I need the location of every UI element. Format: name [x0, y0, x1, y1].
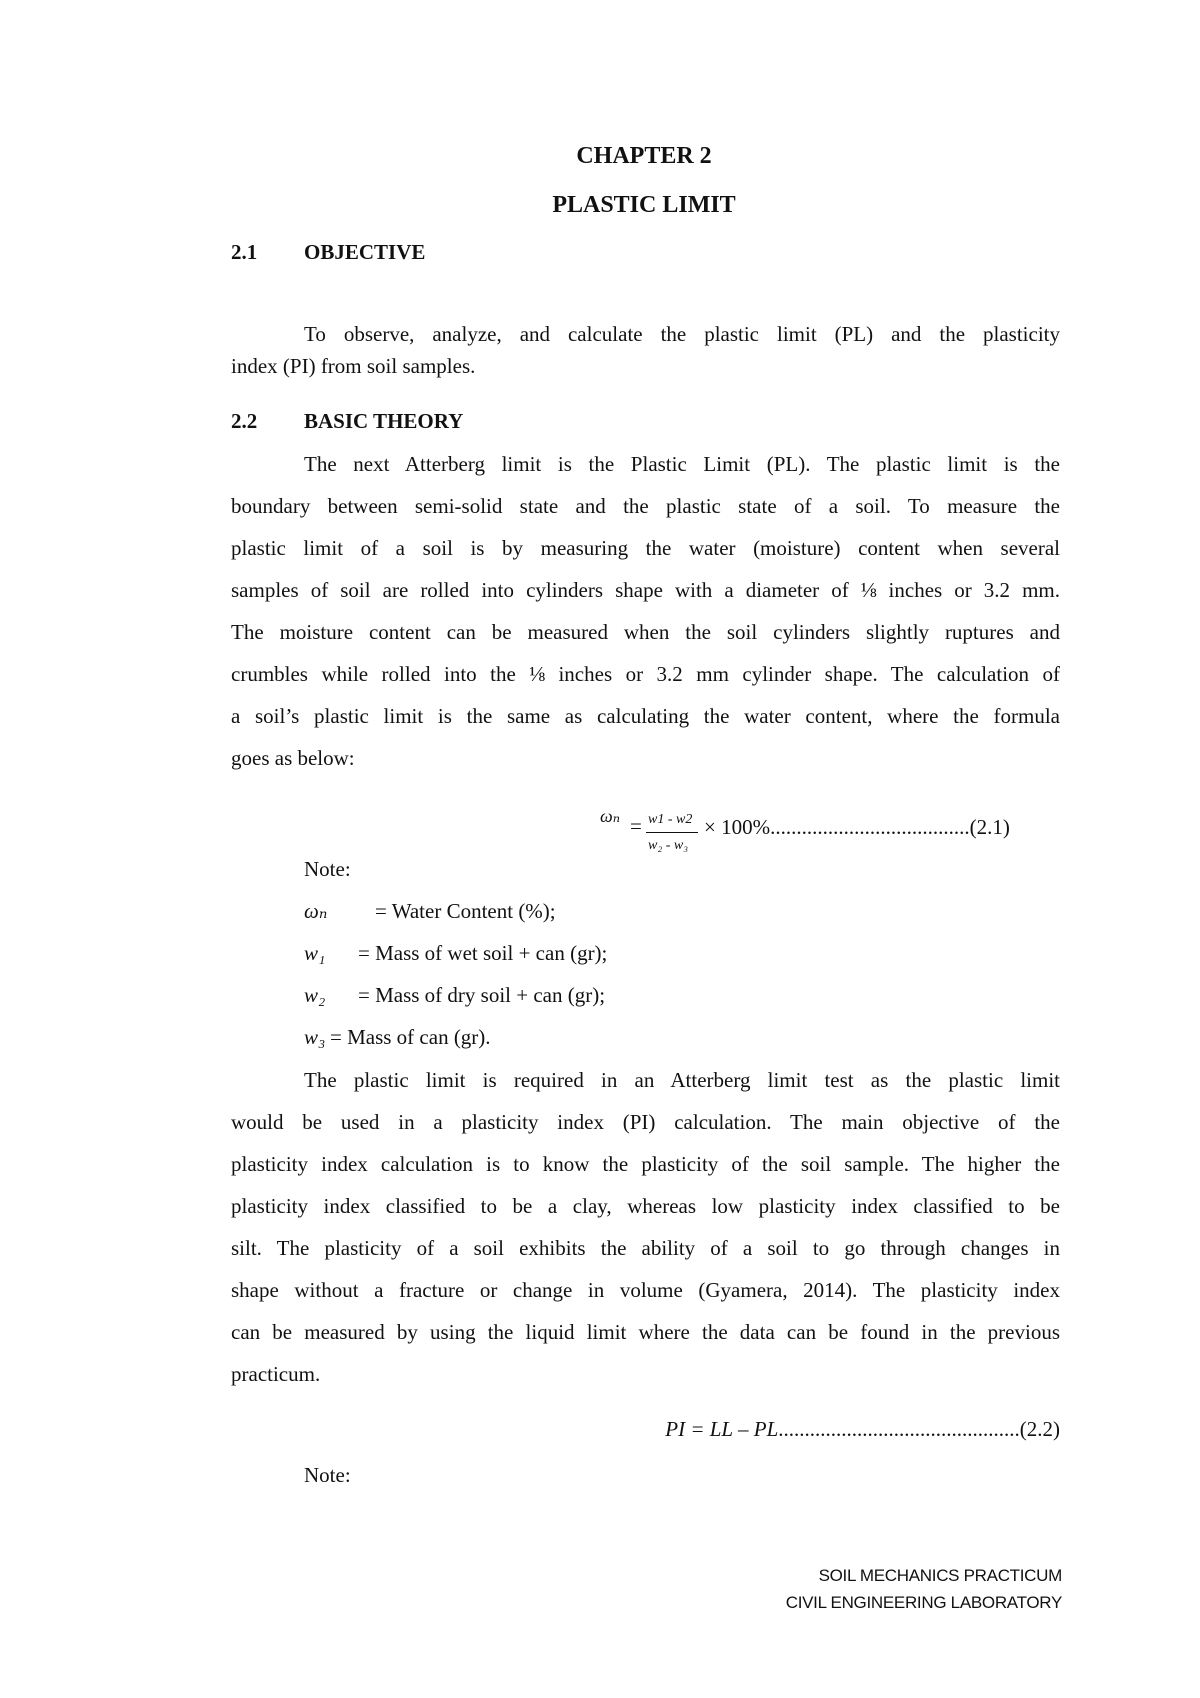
formula-expression: PI = LL – PL [665, 1417, 779, 1441]
theory-line: a soil’s plastic limit is the same as calculating the water content, where the formula [231, 704, 1060, 728]
theory-line: crumbles while rolled into the ⅛ inches or 3.2 mm cylinder shape. The calculation of [231, 662, 1060, 686]
formula-lhs: ωₙ [600, 806, 621, 826]
note-definition: = Mass of dry soil + can (gr); [358, 983, 606, 1007]
note-definition: = Mass of can (gr). [330, 1025, 491, 1049]
formula-rest: × 100%......................................(2.1) [704, 815, 1010, 839]
theory-line: The next Atterberg limit is the Plastic Limit (PL). The plastic limit is the [304, 452, 1060, 476]
theory-line: can be measured by using the liquid limit where the data can be found in the previous [231, 1320, 1060, 1344]
formula-equals: = [630, 814, 642, 838]
footer-course: SOIL MECHANICS PRACTICUM [818, 1566, 1062, 1585]
theory-line: The moisture content can be measured when the soil cylinders slightly ruptures and [231, 620, 1060, 644]
theory-line: goes as below: [231, 746, 355, 770]
fraction-bar [646, 832, 698, 833]
note-symbol: w₂ [304, 983, 326, 1007]
note-symbol: ωₙ [304, 899, 328, 923]
theory-line: silt. The plasticity of a soil exhibits the ability of a soil to go through changes in [231, 1236, 1060, 1260]
objective-line: To observe, analyze, and calculate the plastic limit (PL) and the plasticity [304, 322, 1060, 346]
formula-plasticity-index [665, 1417, 1060, 1442]
section-heading: BASIC THEORY [304, 409, 464, 433]
section-heading: OBJECTIVE [304, 240, 426, 264]
formula-number: ..............................................(2.2) [778, 1417, 1060, 1441]
formula-numerator: w1 - w2 [648, 812, 693, 827]
theory-line: practicum. [231, 1362, 321, 1386]
note-symbol: w₃ [304, 1025, 326, 1049]
note-label: Note: [304, 857, 351, 881]
theory-line: shape without a fracture or change in volume (Gyamera, 2014). The plasticity index [231, 1278, 1060, 1302]
theory-line: samples of soil are rolled into cylinders shape with a diameter of ⅛ inches or 3.2 mm. [231, 578, 1060, 602]
footer-lab: CIVIL ENGINEERING LABORATORY [785, 1593, 1062, 1612]
note-definition: = Water Content (%); [375, 899, 556, 923]
section-number: 2.1 [231, 240, 258, 264]
theory-line: boundary between semi-solid state and the plastic state of a soil. To measure the [231, 494, 1060, 518]
theory-line: would be used in a plasticity index (PI) calculation. The main objective of the [231, 1110, 1060, 1134]
theory-line: plasticity index classified to be a clay, whereas low plasticity index classified to be [231, 1194, 1060, 1218]
chapter-number: CHAPTER 2 [576, 143, 712, 169]
formula-denominator: w₂ - w₃ [648, 838, 689, 853]
theory-line: plastic limit of a soil is by measuring the water (moisture) content when several [231, 536, 1060, 560]
note-label: Note: [304, 1463, 351, 1487]
objective-line: index (PI) from soil samples. [231, 354, 476, 378]
theory-line: The plastic limit is required in an Atterberg limit test as the plastic limit [304, 1068, 1060, 1092]
note-symbol: w₁ [304, 941, 326, 965]
theory-line: plasticity index calculation is to know the plasticity of the soil sample. The higher the [231, 1152, 1060, 1176]
note-definition: = Mass of wet soil + can (gr); [358, 941, 608, 965]
section-number: 2.2 [231, 409, 258, 433]
chapter-title: PLASTIC LIMIT [552, 192, 736, 218]
